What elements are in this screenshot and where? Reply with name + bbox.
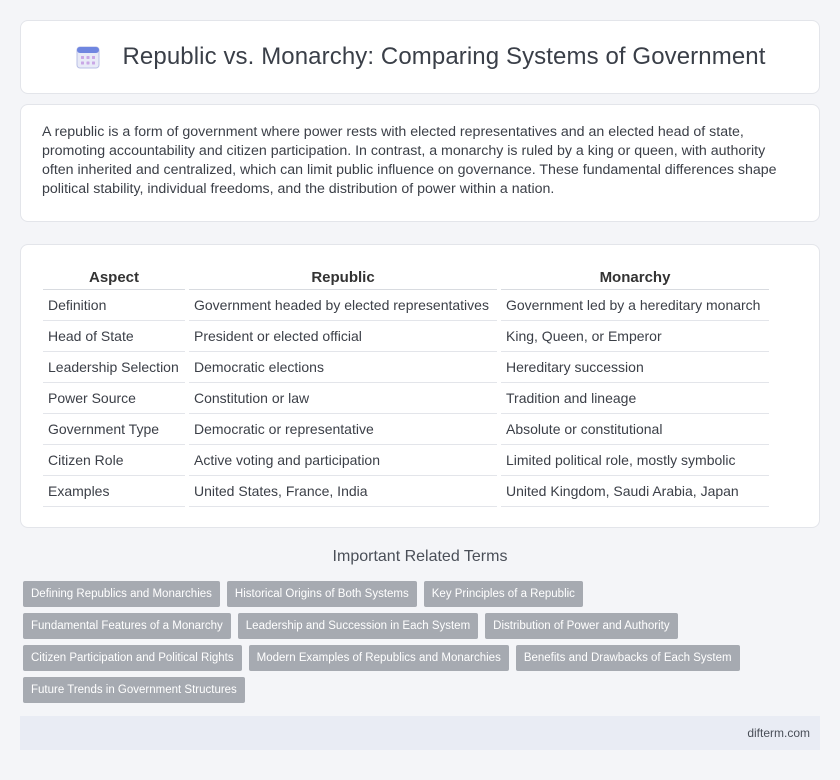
table-cell: Tradition and lineage (501, 383, 769, 414)
table-row (43, 414, 769, 445)
table-row (43, 476, 769, 507)
page-title: Republic vs. Monarchy: Comparing Systems of Government (122, 43, 766, 70)
table-cell: Citizen Role (43, 445, 185, 476)
table-cell: Power Source (43, 383, 185, 414)
table-cell: Leadership Selection (43, 352, 185, 383)
table-row (43, 290, 769, 321)
related-term-tag[interactable]: Historical Origins of Both Systems (227, 581, 417, 607)
related-term-tag[interactable]: Benefits and Drawbacks of Each System (516, 645, 740, 671)
related-term-tag[interactable]: Distribution of Power and Authority (485, 613, 677, 639)
table-header-row (43, 265, 769, 290)
table-cell: Definition (43, 290, 185, 321)
table-cell: Government Type (43, 414, 185, 445)
comparison-table (39, 265, 773, 507)
table-cell: Active voting and participation (189, 445, 497, 476)
related-term-tag[interactable]: Key Principles of a Republic (424, 581, 583, 607)
table-cell: Absolute or constitutional (501, 414, 769, 445)
table-cell: Head of State (43, 321, 185, 352)
table-cell: United States, France, India (189, 476, 497, 507)
related-term-tag[interactable]: Citizen Participation and Political Rights (23, 645, 242, 671)
comparison-table-card (20, 244, 820, 528)
column-header-monarchy: Monarchy (501, 265, 769, 290)
related-term-tag[interactable]: Defining Republics and Monarchies (23, 581, 220, 607)
table-cell: Democratic elections (189, 352, 497, 383)
related-term-tag[interactable]: Leadership and Succession in Each System (238, 613, 478, 639)
table-cell: Constitution or law (189, 383, 497, 414)
column-header-aspect: Aspect (43, 265, 185, 290)
table-cell: Government led by a hereditary monarch (501, 290, 769, 321)
related-term-tag[interactable]: Fundamental Features of a Monarchy (23, 613, 231, 639)
table-row (43, 383, 769, 414)
column-header-republic: Republic (189, 265, 497, 290)
page-header (20, 20, 820, 94)
table-cell: Democratic or representative (189, 414, 497, 445)
related-terms-title: Important Related Terms (332, 548, 508, 565)
table-cell: Government headed by elected representatives (189, 290, 497, 321)
table-row (43, 352, 769, 383)
calendar-icon (75, 44, 101, 70)
related-term-tag[interactable]: Modern Examples of Republics and Monarchies (249, 645, 509, 671)
footer-site-link[interactable]: difterm.com (747, 726, 810, 740)
table-cell: Examples (43, 476, 185, 507)
table-row (43, 321, 769, 352)
intro-text: A republic is a form of government where power rests with elected representatives and an elected head of state, promoting accountability and citizen participation. In contrast, a monarchy is ruled by a king or queen, with authority often inherited and centralized, which can limit public influence on governance. These fundamental differences shape political stability, individual freedoms, and the distribution of power within a nation. (42, 124, 777, 197)
intro-card (20, 104, 820, 222)
table-cell: President or elected official (189, 321, 497, 352)
table-row (43, 445, 769, 476)
table-cell: Limited political role, mostly symbolic (501, 445, 769, 476)
table-cell: United Kingdom, Saudi Arabia, Japan (501, 476, 769, 507)
table-cell: King, Queen, or Emperor (501, 321, 769, 352)
related-term-tag[interactable]: Future Trends in Government Structures (23, 677, 245, 703)
table-cell: Hereditary succession (501, 352, 769, 383)
footer-bar (20, 716, 820, 750)
related-terms-list (23, 581, 803, 709)
